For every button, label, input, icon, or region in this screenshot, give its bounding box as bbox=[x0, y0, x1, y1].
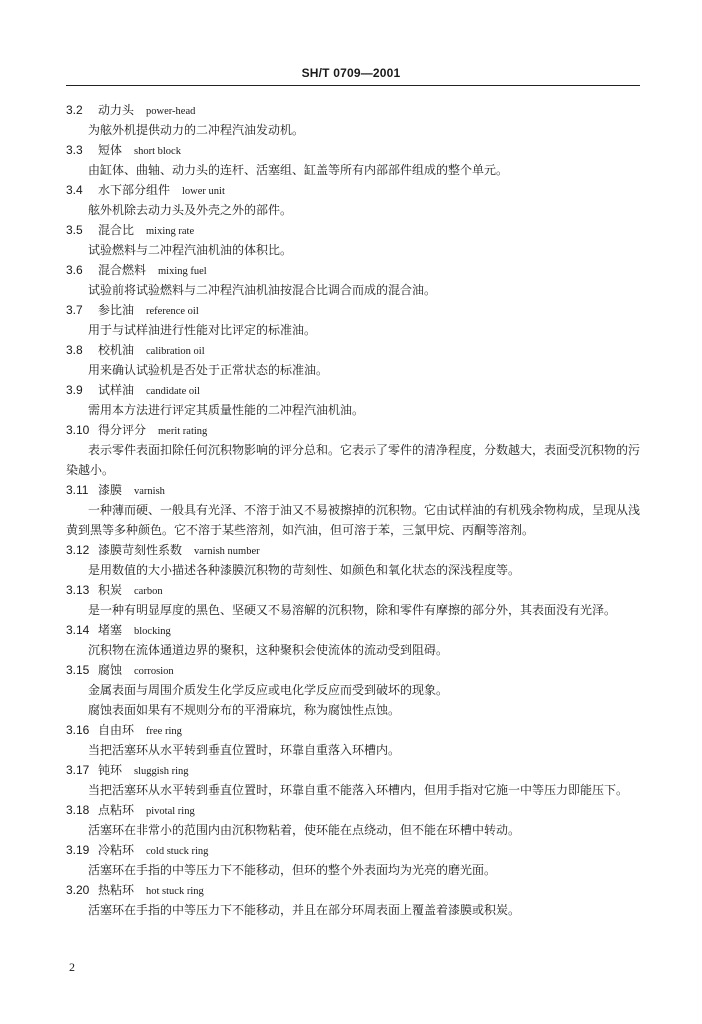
term-line bbox=[66, 100, 640, 120]
definition-text: 沉积物在流体通道边界的聚积，这种聚积会使流体的流动受到阻碍。 bbox=[88, 643, 449, 657]
term-english: sluggish ring bbox=[134, 766, 189, 777]
term-english: calibration oil bbox=[146, 346, 205, 357]
term-number: 3.11 bbox=[66, 483, 89, 497]
term-line bbox=[66, 800, 640, 820]
term-line bbox=[66, 300, 640, 320]
term-line bbox=[66, 340, 640, 360]
term-chinese: 动力头 bbox=[98, 103, 135, 117]
term-line bbox=[66, 220, 640, 240]
term-number: 3.9 bbox=[66, 383, 83, 397]
term-english: short block bbox=[134, 146, 181, 157]
term-english: merit rating bbox=[158, 426, 208, 437]
definition-entry bbox=[66, 300, 640, 340]
term-line bbox=[66, 620, 640, 640]
term-english: corrosion bbox=[134, 666, 174, 677]
definition-entry bbox=[66, 540, 640, 580]
term-chinese: 热粘环 bbox=[98, 883, 135, 897]
definition-entry bbox=[66, 880, 640, 920]
term-chinese: 漆膜苛刻性系数 bbox=[98, 543, 183, 557]
term-number: 3.14 bbox=[66, 623, 90, 637]
term-number: 3.10 bbox=[66, 423, 90, 437]
definition-entry bbox=[66, 480, 640, 540]
term-line bbox=[66, 260, 640, 280]
definition-text: 需用本方法进行评定其质量性能的二冲程汽油机油。 bbox=[88, 403, 365, 417]
term-number: 3.19 bbox=[66, 843, 90, 857]
definition-text: 试验前将试验燃料与二冲程汽油机油按混合比调合而成的混合油。 bbox=[88, 283, 437, 297]
definition-text: 腐蚀表面如果有不规则分布的平滑麻坑，称为腐蚀性点蚀。 bbox=[88, 703, 401, 717]
definition-text: 用来确认试验机是否处于正常状态的标准油。 bbox=[88, 363, 329, 377]
term-chinese: 冷粘环 bbox=[98, 843, 135, 857]
term-chinese: 混合比 bbox=[98, 223, 135, 237]
term-english: varnish number bbox=[194, 546, 260, 557]
term-english: blocking bbox=[134, 626, 171, 637]
definition-text: 活塞环在手指的中等压力下不能移动，并且在部分环周表面上覆盖着漆膜或积炭。 bbox=[88, 903, 521, 917]
definition-text: 舷外机除去动力头及外壳之外的部件。 bbox=[88, 203, 293, 217]
term-chinese: 钝环 bbox=[98, 763, 123, 777]
term-line bbox=[66, 420, 640, 440]
term-number: 3.5 bbox=[66, 223, 83, 237]
term-line bbox=[66, 140, 640, 160]
term-number: 3.3 bbox=[66, 143, 83, 157]
term-line bbox=[66, 380, 640, 400]
term-chinese: 腐蚀 bbox=[98, 663, 123, 677]
definition-entry bbox=[66, 580, 640, 620]
definition-entry bbox=[66, 760, 640, 800]
term-chinese: 混合燃料 bbox=[98, 263, 147, 277]
term-english: varnish bbox=[134, 486, 165, 497]
term-line bbox=[66, 880, 640, 900]
definition-entry bbox=[66, 660, 640, 720]
definition-text: 一种薄而硬、一般具有光泽、不溶于油又不易被擦掉的沉积物。它由试样油的有机残余物构成，呈现从浅黄到黑等多种颜色。它不溶于某些溶剂，如汽油，但可溶于苯，三氯甲烷、丙酮等溶剂。 bbox=[66, 503, 641, 537]
term-chinese: 短体 bbox=[98, 143, 123, 157]
standard-code-header: SH/T 0709—2001 bbox=[301, 66, 401, 80]
term-chinese: 得分评分 bbox=[98, 423, 147, 437]
definition-entry bbox=[66, 100, 640, 140]
definition-text: 为舷外机提供动力的二冲程汽油发动机。 bbox=[88, 123, 305, 137]
term-number: 3.18 bbox=[66, 803, 90, 817]
definition-text: 当把活塞环从水平转到垂直位置时，环靠自重落入环槽内。 bbox=[88, 743, 401, 757]
term-line bbox=[66, 760, 640, 780]
definition-entry bbox=[66, 220, 640, 260]
definition-entry bbox=[66, 180, 640, 220]
header-rule bbox=[66, 85, 640, 86]
term-line bbox=[66, 660, 640, 680]
term-english: carbon bbox=[134, 586, 163, 597]
term-english: candidate oil bbox=[146, 386, 200, 397]
term-line bbox=[66, 540, 640, 560]
definition-text: 是一种有明显厚度的黑色、坚硬又不易溶解的沉积物，除和零件有摩擦的部分外，其表面没有光泽。 bbox=[88, 603, 617, 617]
definition-entry bbox=[66, 380, 640, 420]
page-number: 2 bbox=[69, 960, 75, 974]
definition-entry bbox=[66, 420, 640, 480]
definitions-list bbox=[66, 100, 640, 920]
definition-entry bbox=[66, 720, 640, 760]
definition-text: 试验燃料与二冲程汽油机油的体积比。 bbox=[88, 243, 293, 257]
term-number: 3.15 bbox=[66, 663, 90, 677]
term-chinese: 试样油 bbox=[98, 383, 135, 397]
term-chinese: 参比油 bbox=[98, 303, 135, 317]
term-number: 3.13 bbox=[66, 583, 90, 597]
term-chinese: 水下部分组件 bbox=[98, 183, 171, 197]
term-number: 3.4 bbox=[66, 183, 83, 197]
term-english: hot stuck ring bbox=[146, 886, 204, 897]
term-number: 3.8 bbox=[66, 343, 83, 357]
definition-entry bbox=[66, 340, 640, 380]
term-chinese: 点粘环 bbox=[98, 803, 135, 817]
term-number: 3.7 bbox=[66, 303, 83, 317]
term-number: 3.12 bbox=[66, 543, 90, 557]
term-number: 3.2 bbox=[66, 103, 83, 117]
term-chinese: 漆膜 bbox=[98, 483, 123, 497]
term-chinese: 堵塞 bbox=[98, 623, 123, 637]
definition-entry bbox=[66, 620, 640, 660]
term-number: 3.20 bbox=[66, 883, 90, 897]
term-english: power-head bbox=[146, 106, 196, 117]
definition-text: 当把活塞环从水平转到垂直位置时，环靠自重不能落入环槽内，但用手指对它施一中等压力即能压下。 bbox=[88, 783, 629, 797]
term-chinese: 校机油 bbox=[98, 343, 135, 357]
definition-text: 金属表面与周围介质发生化学反应或电化学反应而受到破坏的现象。 bbox=[88, 683, 449, 697]
term-english: pivotal ring bbox=[146, 806, 195, 817]
term-chinese: 积炭 bbox=[98, 583, 123, 597]
definition-text: 活塞环在非常小的范围内由沉积物粘着，使环能在点绕动，但不能在环槽中转动。 bbox=[88, 823, 521, 837]
term-chinese: 自由环 bbox=[98, 723, 135, 737]
term-line bbox=[66, 720, 640, 740]
definition-text: 活塞环在手指的中等压力下不能移动，但环的整个外表面均为光亮的磨光面。 bbox=[88, 863, 497, 877]
term-line bbox=[66, 480, 640, 500]
term-number: 3.16 bbox=[66, 723, 90, 737]
definition-text: 是用数值的大小描述各种漆膜沉积物的苛刻性、如颜色和氧化状态的深浅程度等。 bbox=[88, 563, 521, 577]
term-english: reference oil bbox=[146, 306, 199, 317]
definition-entry bbox=[66, 140, 640, 180]
term-line bbox=[66, 580, 640, 600]
term-number: 3.6 bbox=[66, 263, 83, 277]
definition-text: 用于与试样油进行性能对比评定的标准油。 bbox=[88, 323, 317, 337]
term-english: cold stuck ring bbox=[146, 846, 209, 857]
definition-entry bbox=[66, 260, 640, 300]
term-line bbox=[66, 180, 640, 200]
term-english: mixing fuel bbox=[158, 266, 207, 277]
term-english: lower unit bbox=[182, 186, 225, 197]
definition-entry bbox=[66, 840, 640, 880]
term-english: free ring bbox=[146, 726, 182, 737]
definition-text: 表示零件表面扣除任何沉积物影响的评分总和。它表示了零件的清净程度，分数越大，表面受沉积物的污染越小。 bbox=[66, 443, 641, 477]
definition-entry bbox=[66, 800, 640, 840]
term-number: 3.17 bbox=[66, 763, 90, 777]
term-english: mixing rate bbox=[146, 226, 195, 237]
definition-text: 由缸体、曲轴、动力头的连杆、活塞组、缸盖等所有内部部件组成的整个单元。 bbox=[88, 163, 509, 177]
term-line bbox=[66, 840, 640, 860]
